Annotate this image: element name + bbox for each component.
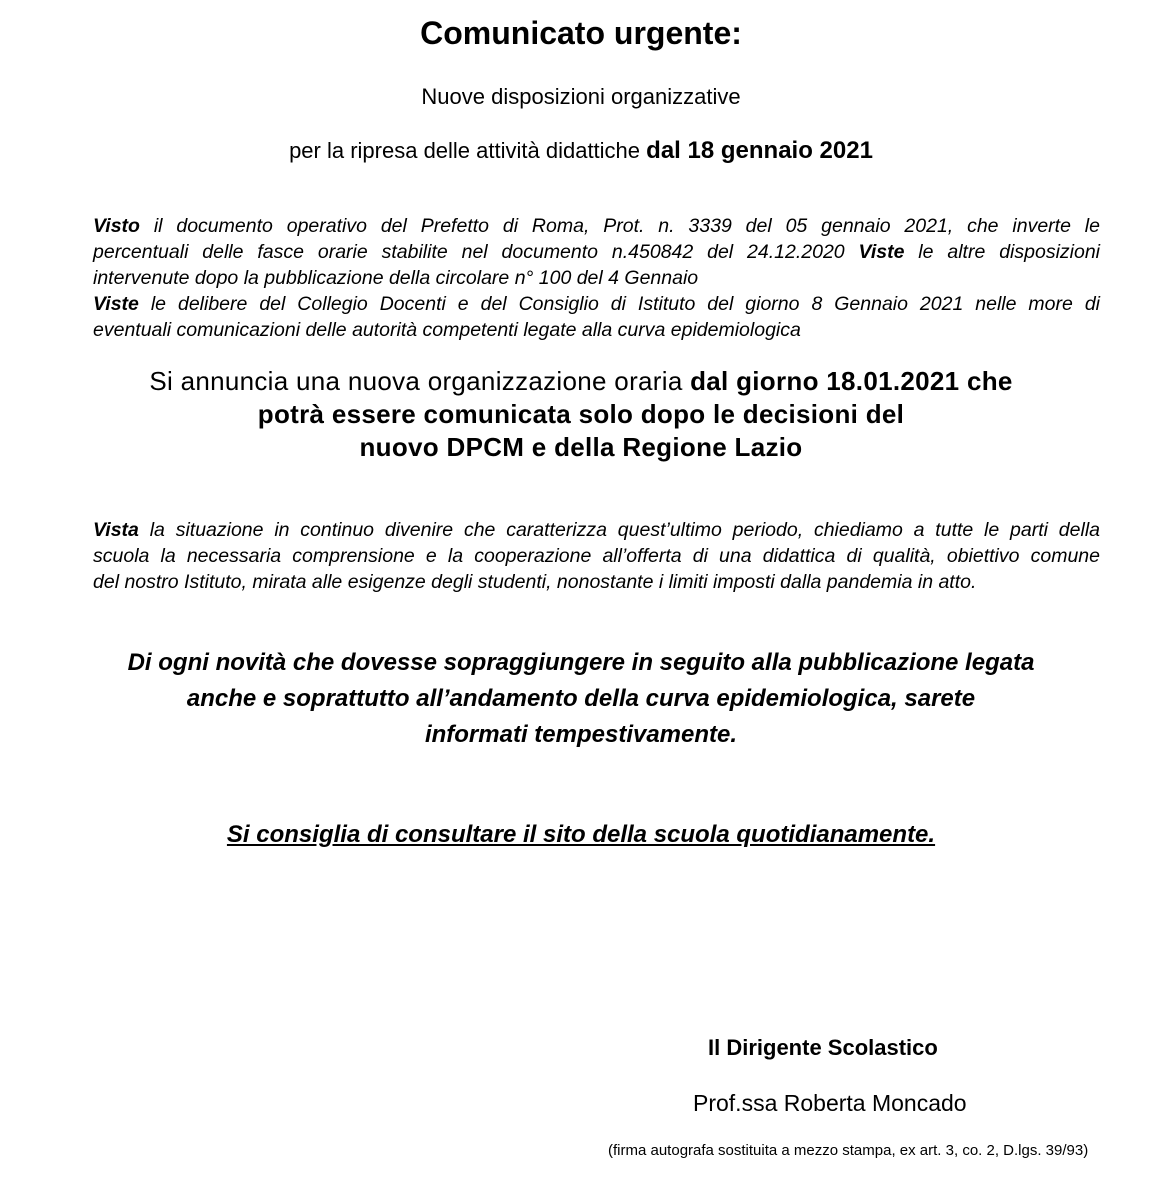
signature-name: Prof.ssa Roberta Moncado bbox=[693, 1090, 967, 1116]
text-segment: Si annuncia una nuova organizzazione oraria bbox=[149, 366, 691, 396]
text-line: informati tempestivamente. bbox=[424, 721, 738, 748]
text-segment: Visto bbox=[93, 215, 140, 237]
text-line: potrà essere comunicata solo dopo le decisioni del bbox=[257, 399, 905, 429]
viste-paragraph bbox=[0, 291, 1100, 343]
text-segment: percentuali delle fasce orarie stabilite nel documento n.450842 del 24.12.2020 bbox=[93, 241, 859, 263]
text-segment: del nostro Istituto, mirata alle esigenze degli studenti, nonostante i limiti imposti dalla pandemia in atto. bbox=[93, 571, 977, 593]
text-segment: le delibere del Collegio Docenti e del Consiglio di Istituto del giorno 8 Gennaio 2021 nelle more di bbox=[138, 293, 1100, 315]
text-segment: la situazione in continuo divenire che caratterizza quest’ultimo periodo, chiediamo a tutte le parti della bbox=[138, 519, 1100, 541]
text-segment: le altre disposizioni bbox=[904, 241, 1101, 263]
text-line: anche e soprattutto all’andamento della curva epidemiologica, sarete bbox=[186, 685, 976, 712]
header-reopening-line bbox=[0, 136, 1162, 166]
text-segment: il documento operativo del Prefetto di Roma, Prot. n. 3339 del 05 gennaio 2021, che inverte le bbox=[139, 215, 1100, 237]
visto-paragraph bbox=[0, 213, 1100, 291]
text-segment: Viste bbox=[858, 241, 905, 263]
text-segment: Viste bbox=[93, 293, 139, 315]
header-subtitle: Nuove disposizioni organizzative bbox=[421, 84, 741, 109]
website-advice-line: Si consiglia di consultare il sito della scuola quotidianamente. bbox=[226, 821, 936, 848]
announcement-block bbox=[0, 365, 1162, 464]
text-line bbox=[93, 265, 1100, 291]
text-segment: dal giorno 18.01.2021 che bbox=[690, 366, 1013, 396]
text-line bbox=[93, 317, 1100, 343]
text-segment: eventuali comunicazioni delle autorità competenti legate alla curva epidemiologica bbox=[93, 319, 801, 341]
updates-notice bbox=[0, 645, 1162, 753]
signature-role: Il Dirigente Scolastico bbox=[708, 1035, 938, 1060]
text-segment: scuola la necessaria comprensione e la cooperazione all’offerta di una didattica di qualità, obiettivo comune bbox=[93, 545, 1100, 567]
text-line bbox=[93, 239, 1100, 265]
text-line bbox=[0, 365, 1162, 398]
signature-disclaimer: (firma autografa sostituita a mezzo stampa, ex art. 3, co. 2, D.lgs. 39/93) bbox=[608, 1142, 1089, 1159]
text-line bbox=[93, 569, 1100, 595]
text-line: Di ogni novità che dovesse sopraggiungere in seguito alla pubblicazione legata bbox=[127, 649, 1035, 676]
text-line bbox=[93, 543, 1100, 569]
document-title: Comunicato urgente: bbox=[420, 15, 742, 51]
text-segment: per la ripresa delle attività didattiche bbox=[289, 138, 647, 163]
vista-paragraph bbox=[0, 517, 1100, 595]
text-line bbox=[93, 213, 1100, 239]
text-segment: Vista bbox=[93, 519, 139, 541]
text-segment: intervenute dopo la pubblicazione della circolare n° 100 del 4 Gennaio bbox=[93, 267, 699, 289]
text-line: nuovo DPCM e della Regione Lazio bbox=[359, 432, 803, 462]
text-line bbox=[93, 291, 1100, 317]
text-line bbox=[93, 517, 1100, 543]
text-segment: dal 18 gennaio 2021 bbox=[646, 137, 873, 164]
